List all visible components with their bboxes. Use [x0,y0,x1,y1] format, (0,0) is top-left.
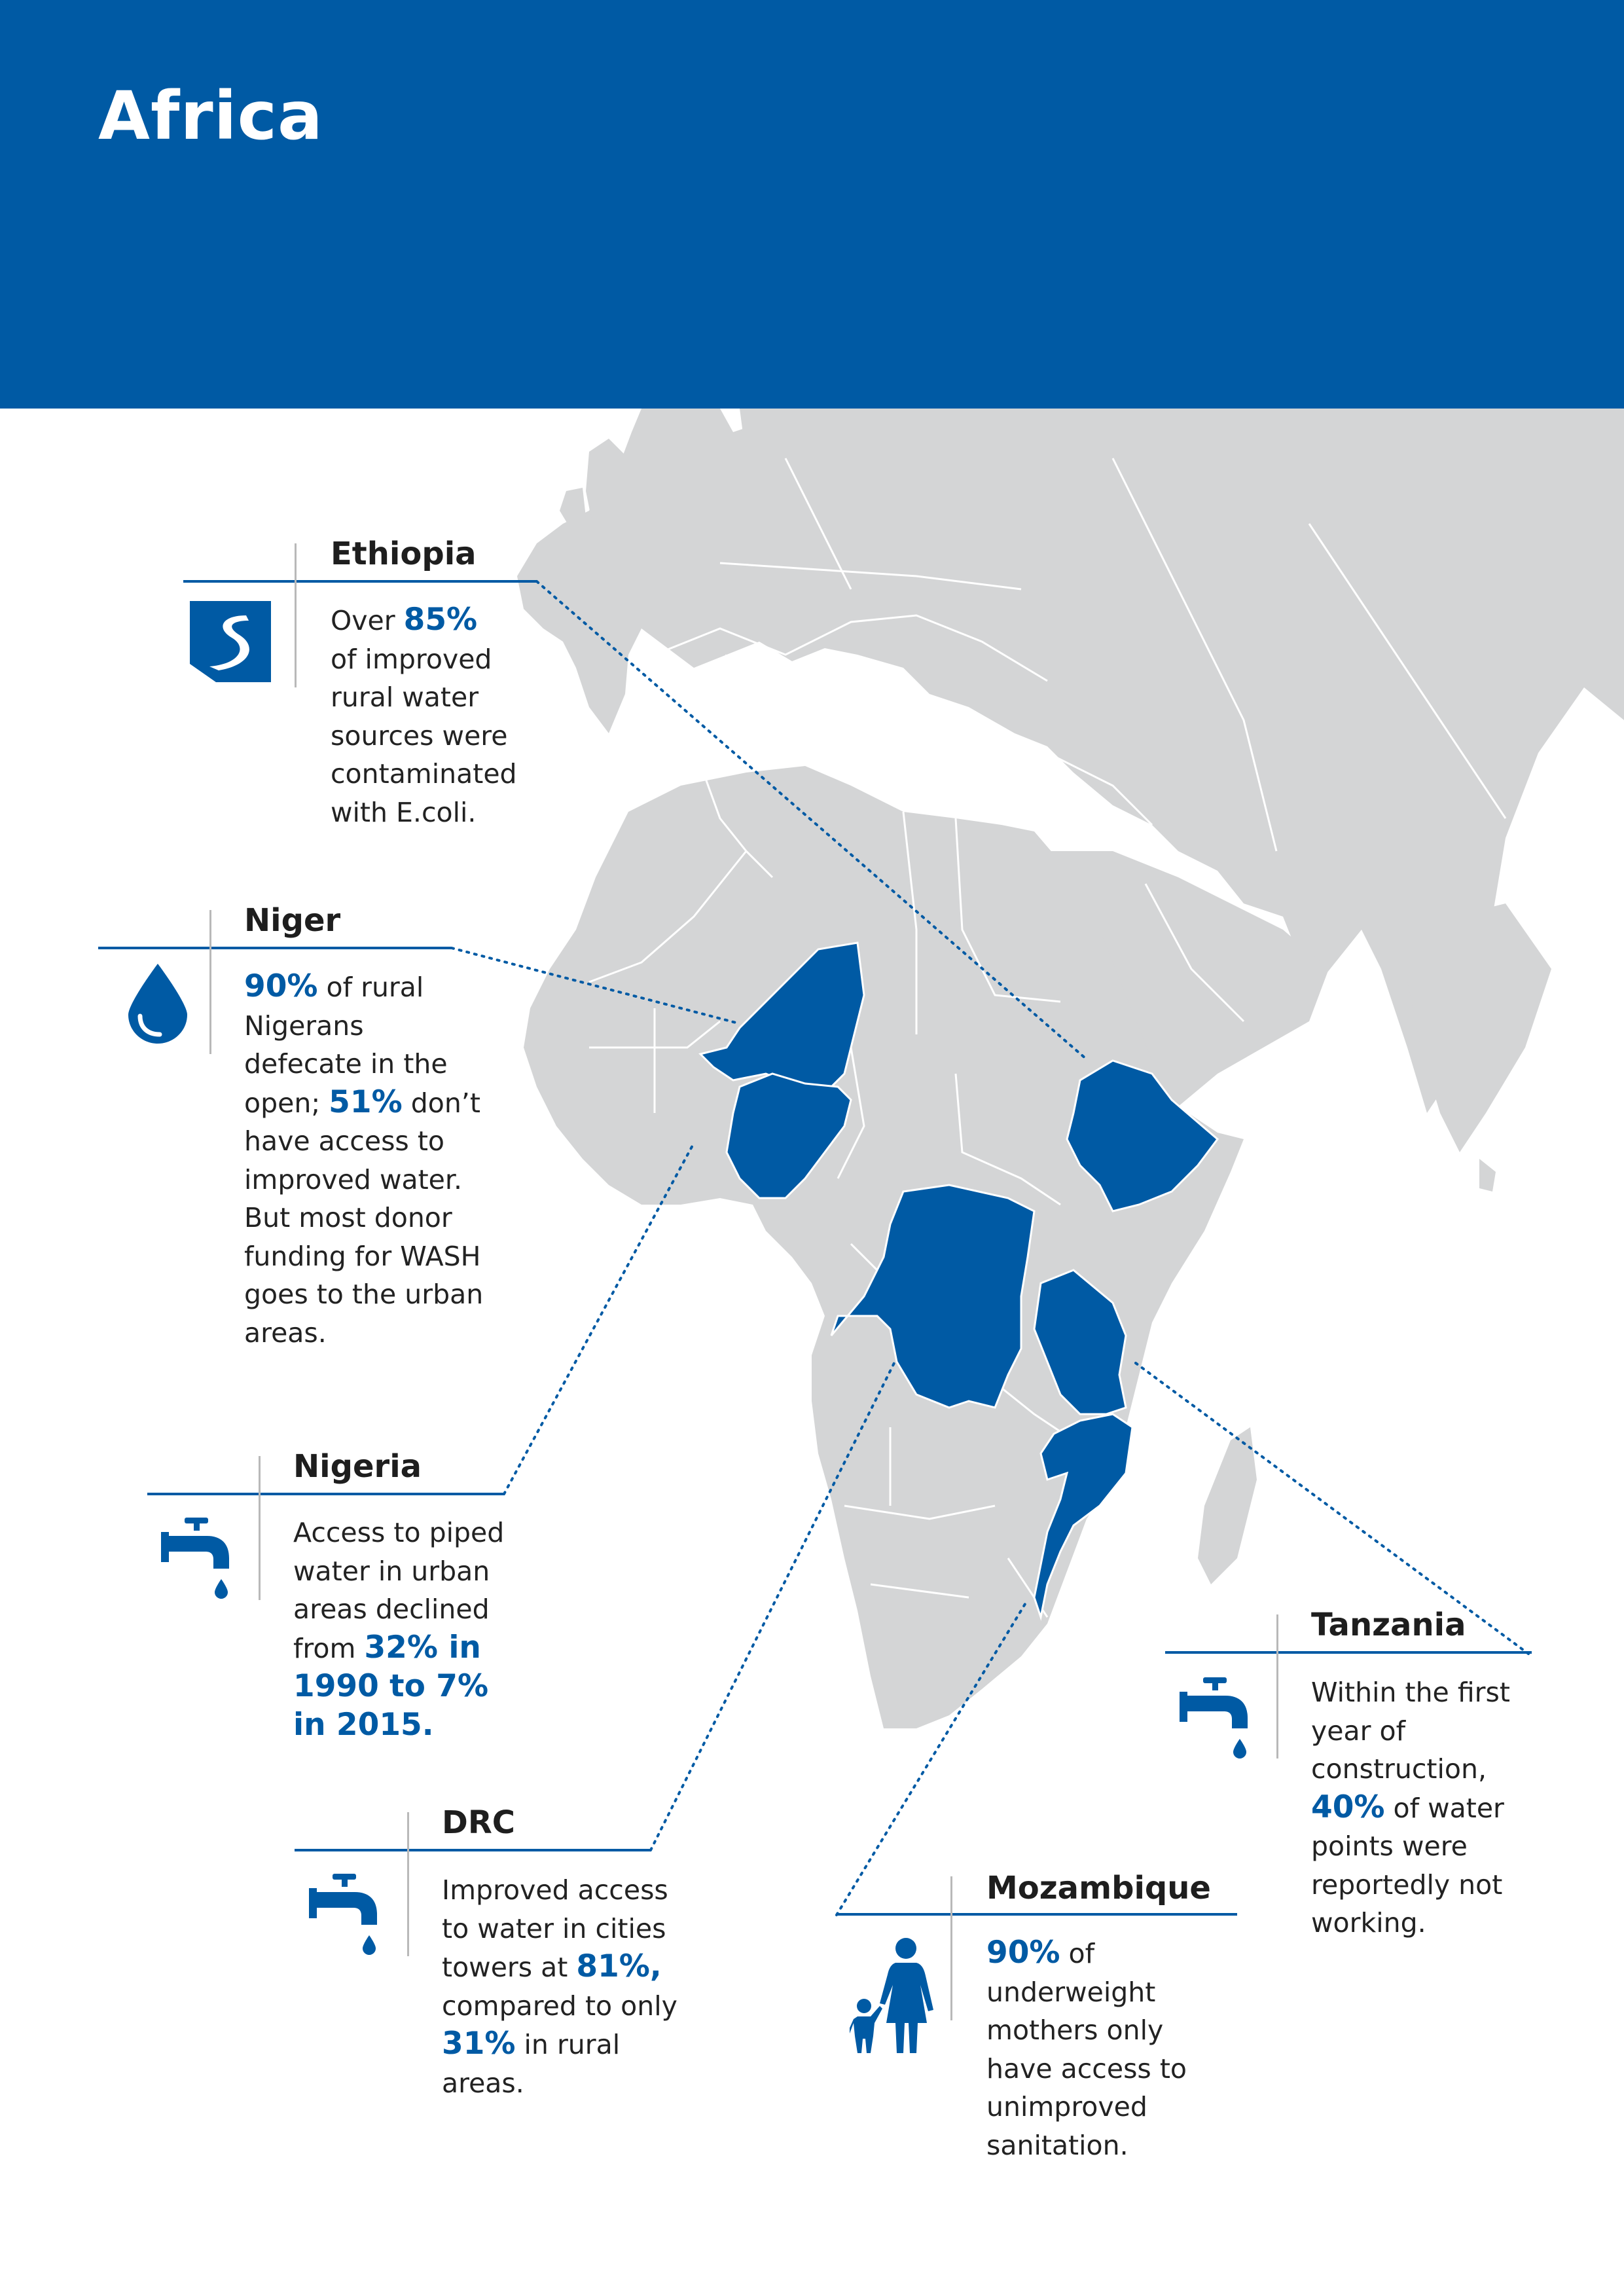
page-title: Africa [98,77,323,155]
tap-icon [1180,1677,1252,1762]
callout-divider [259,1456,261,1600]
callout-body: 90% of rural Nigerans defecate in the open; 51% don’t have access to improved water. But most donor funding for WASH goes to the urban areas. [244,968,484,1349]
landmass [517,409,1624,1728]
callout-divider [407,1812,409,1956]
callout-divider [295,543,297,687]
callout-rule [1165,1651,1532,1654]
leader-nigeria [504,1143,694,1494]
tap-icon [309,1874,381,1959]
callout-rule [295,1849,651,1851]
callout-body: Access to piped water in urban areas declined from 32% in 1990 to 7% in 2015. [293,1517,505,1743]
callout-rule [183,580,537,583]
water-drop-icon [128,964,187,1044]
callout-title: Niger [244,902,341,939]
callout-divider [1276,1614,1278,1758]
callout-title: Mozambique [986,1870,1211,1906]
callout-title: Nigeria [293,1448,422,1485]
callout-body: Improved access to water in cities towers at 81%, compared to only 31% in rural areas. [442,1874,677,2099]
callout-body: Over 85% of improved rural water sources were contaminated with E.coli. [331,602,517,828]
callout-body: 90% of underweight mothers only have access to unimproved sanitation. [986,1935,1187,2161]
callout-rule [838,1913,1237,1916]
callout-divider [209,910,211,1054]
callout-title: Tanzania [1311,1607,1466,1643]
callout-title: Ethiopia [331,536,477,572]
callout-rule [147,1493,504,1495]
callout-body: Within the first year of construction, 40% of water points were reportedly not working. [1311,1677,1510,1939]
callout-rule [98,947,452,949]
mother-child-icon [850,1938,935,2053]
water-source-icon [190,601,271,682]
callout-divider [950,1876,952,2020]
callout-title: DRC [442,1804,516,1841]
tap-icon [161,1518,233,1603]
